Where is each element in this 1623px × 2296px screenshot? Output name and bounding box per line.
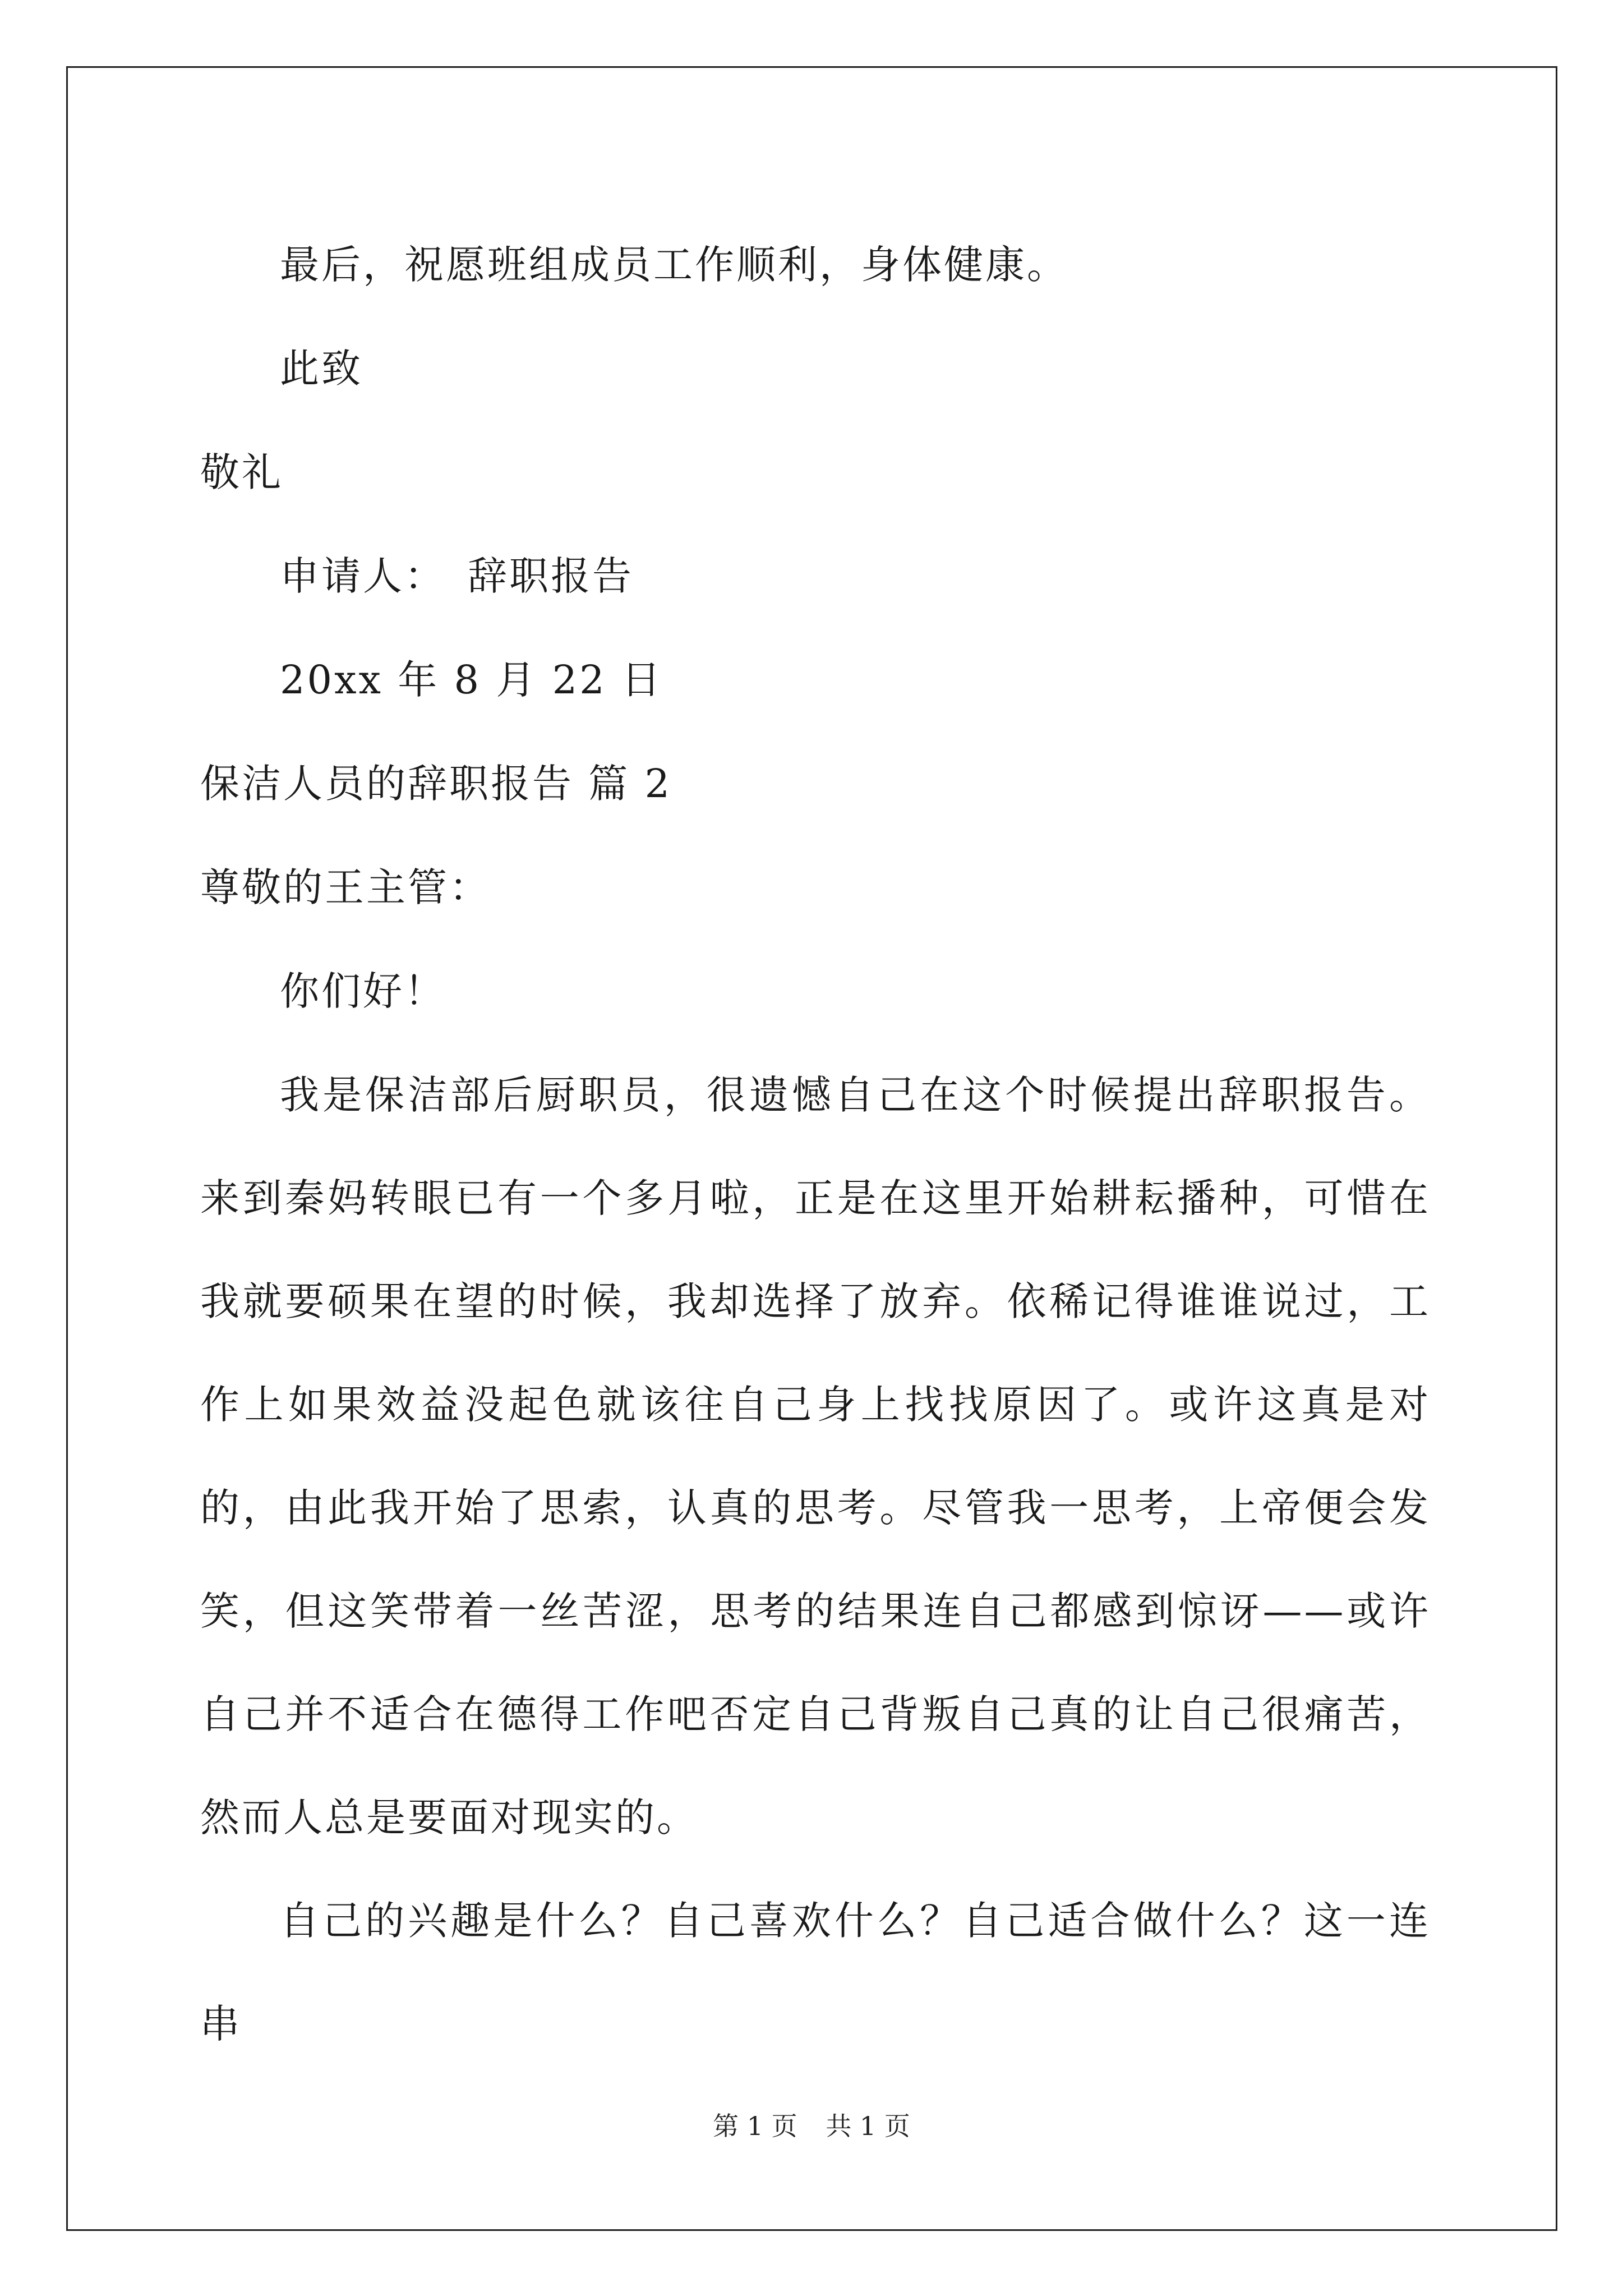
- salutation-line-2: 敬礼: [200, 449, 283, 495]
- greeting-line: 你们好！: [280, 968, 446, 1014]
- body-paragraph: 自己的兴趣是什么？自己喜欢什么？自己适合做什么？这一连串: [200, 1898, 1431, 2047]
- section-title: 保洁人员的辞职报告 篇 2: [200, 761, 672, 807]
- applicant-line: 申请人： 辞职报告: [280, 553, 634, 599]
- body-paragraph: 我是保洁部后厨职员，很遗憾自己在这个时候提出辞职报告。来到秦妈转眼已有一个多月啦，正是在这里开始耕耘播种，可惜在我就要硕果在望的时候，我却选择了放弃。依稀记得谁谁说过，工作上如果效益没起色就该往自己身上找找原因了。或许这真是对的，由此我开始了思索，认真的思考。尽管我一思考，上帝便会发笑，但这笑带着一丝苦涩，思考的结果连自己都感到惊讶——或许自己并不适合在德得工作吧否定自己背叛自己真的让自己很痛苦，然而人总是要面对现实的。: [200, 1072, 1431, 1841]
- salutation-line-1: 此致: [280, 346, 363, 392]
- addressee-line: 尊敬的王主管：: [200, 864, 491, 910]
- date-line: 20xx 年 8 月 22 日: [280, 657, 663, 703]
- document-body: [200, 213, 1431, 2076]
- page-number: 第 1 页: [713, 2111, 797, 2141]
- page-total: 共 1 页: [826, 2111, 910, 2141]
- page-footer: [0, 2109, 1623, 2143]
- closing-wish: 最后，祝愿班组成员工作顺利，身体健康。: [280, 242, 1068, 288]
